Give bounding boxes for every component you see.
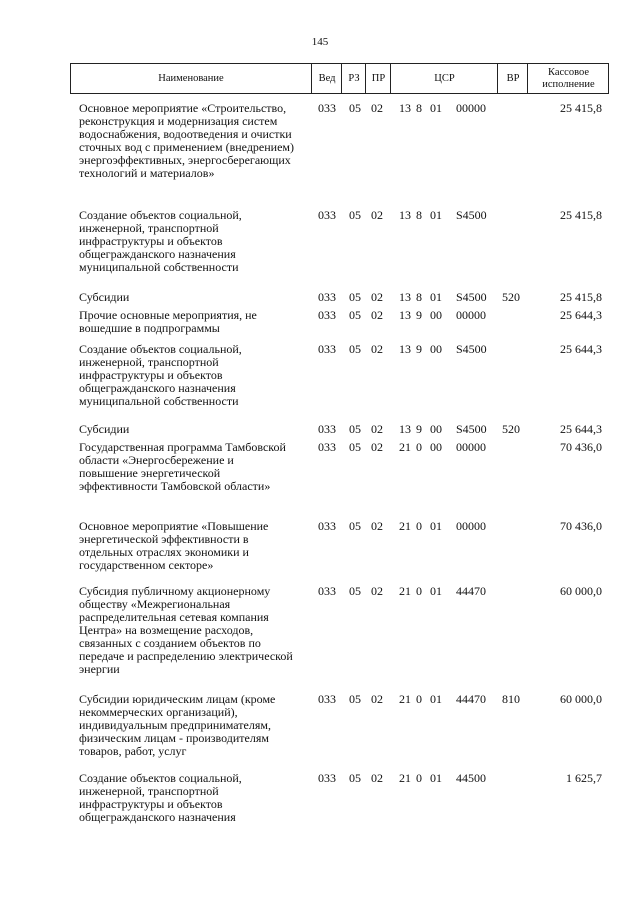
- row-csr-event: 01: [430, 771, 442, 785]
- row-name: Создание объектов социальной, инженерной, транспортной инфраструктуры и объектов общегражданского назначения муниципальной собственности: [79, 342, 242, 408]
- row-csr-event: 01: [430, 290, 442, 304]
- row-csr-subprogram: 0: [416, 692, 422, 706]
- row-csr-subprogram: 8: [416, 290, 422, 304]
- row-csr-program: 21: [399, 692, 411, 706]
- header-pr: ПР: [365, 64, 391, 93]
- header-amount: Кассовое исполнение: [527, 64, 609, 93]
- row-csr-direction: S4500: [456, 422, 487, 436]
- row-rz: 05: [349, 771, 361, 785]
- row-csr-subprogram: 0: [416, 519, 422, 533]
- row-name: Государственная программа Тамбовской области «Энергосбережение и повышение энергетической эффективности Тамбовской области»: [79, 440, 286, 493]
- row-csr-direction: 44500: [456, 771, 486, 785]
- row-csr-direction: 00000: [456, 519, 486, 533]
- row-amount: 25 415,8: [560, 208, 602, 222]
- header-rz: РЗ: [341, 64, 366, 93]
- row-rz: 05: [349, 519, 361, 533]
- row-csr-program: 13: [399, 290, 411, 304]
- row-name: Субсидии: [79, 422, 130, 436]
- row-csr-direction: 00000: [456, 101, 486, 115]
- row-pr: 02: [371, 519, 383, 533]
- row-pr: 02: [371, 290, 383, 304]
- page-number: 145: [311, 36, 329, 48]
- row-csr-event: 01: [430, 519, 442, 533]
- row-csr-event: 01: [430, 692, 442, 706]
- row-rz: 05: [349, 101, 361, 115]
- row-csr-direction: S4500: [456, 342, 487, 356]
- row-rz: 05: [349, 692, 361, 706]
- row-pr: 02: [371, 208, 383, 222]
- row-pr: 02: [371, 584, 383, 598]
- row-amount: 25 644,3: [560, 308, 602, 322]
- row-rz: 05: [349, 208, 361, 222]
- row-csr-event: 01: [430, 208, 442, 222]
- row-vr: 810: [502, 692, 520, 706]
- row-name: Прочие основные мероприятия, не вошедшие в подпрограммы: [79, 308, 257, 335]
- row-ved: 033: [318, 101, 336, 115]
- row-csr-direction: 44470: [456, 692, 486, 706]
- row-ved: 033: [318, 208, 336, 222]
- row-name: Создание объектов социальной, инженерной, транспортной инфраструктуры и объектов общегражданского назначения муниципальной собственности: [79, 208, 242, 274]
- row-csr-direction: 00000: [456, 308, 486, 322]
- row-amount: 70 436,0: [560, 440, 602, 454]
- header-name: Наименование: [158, 72, 224, 84]
- row-amount: 25 415,8: [560, 290, 602, 304]
- row-csr-subprogram: 0: [416, 584, 422, 598]
- row-csr-event: 00: [430, 422, 442, 436]
- row-ved: 033: [318, 342, 336, 356]
- row-vr: 520: [502, 290, 520, 304]
- row-csr-subprogram: 9: [416, 308, 422, 322]
- row-csr-direction: 00000: [456, 440, 486, 454]
- row-csr-program: 13: [399, 308, 411, 322]
- row-rz: 05: [349, 290, 361, 304]
- row-amount: 25 644,3: [560, 422, 602, 436]
- row-csr-subprogram: 0: [416, 771, 422, 785]
- row-csr-program: 21: [399, 771, 411, 785]
- row-ved: 033: [318, 584, 336, 598]
- row-ved: 033: [318, 290, 336, 304]
- row-csr-subprogram: 8: [416, 101, 422, 115]
- row-csr-subprogram: 8: [416, 208, 422, 222]
- row-csr-event: 01: [430, 584, 442, 598]
- row-csr-event: 00: [430, 308, 442, 322]
- row-rz: 05: [349, 584, 361, 598]
- row-csr-program: 21: [399, 584, 411, 598]
- row-csr-subprogram: 9: [416, 342, 422, 356]
- row-amount: 25 644,3: [560, 342, 602, 356]
- row-csr-program: 13: [399, 342, 411, 356]
- row-csr-event: 00: [430, 342, 442, 356]
- row-name: Основное мероприятие «Повышение энергетической эффективности в отдельных отраслях экономики и государственном секторе»: [79, 519, 269, 572]
- row-pr: 02: [371, 771, 383, 785]
- row-csr-program: 13: [399, 208, 411, 222]
- row-name: Субсидии: [79, 290, 130, 304]
- row-vr: 520: [502, 422, 520, 436]
- header-csr: ЦСР: [390, 64, 498, 93]
- row-csr-subprogram: 0: [416, 440, 422, 454]
- row-amount: 60 000,0: [560, 584, 602, 598]
- row-amount: 1 625,7: [566, 771, 602, 785]
- row-pr: 02: [371, 342, 383, 356]
- row-name: Субсидия публичному акционерному обществу «Межрегиональная распределительная сетевая компания Центра» на возмещение расходов, связанных с созданием объектов по передаче и распределению электрической энергии: [79, 584, 293, 676]
- row-pr: 02: [371, 308, 383, 322]
- row-name: Основное мероприятие «Строительство, реконструкция и модернизация систем водоснабжения, водоотведения и очистки сточных вод с применением (внедрением) энергоэффективных, энергосберегающих технологий и материалов»: [79, 101, 295, 180]
- row-rz: 05: [349, 440, 361, 454]
- row-rz: 05: [349, 342, 361, 356]
- row-csr-program: 13: [399, 101, 411, 115]
- row-csr-program: 21: [399, 519, 411, 533]
- row-csr-subprogram: 9: [416, 422, 422, 436]
- row-rz: 05: [349, 422, 361, 436]
- row-csr-direction: S4500: [456, 208, 487, 222]
- row-csr-direction: 44470: [456, 584, 486, 598]
- row-amount: 25 415,8: [560, 101, 602, 115]
- row-ved: 033: [318, 519, 336, 533]
- row-name: Создание объектов социальной, инженерной, транспортной инфраструктуры и объектов общегражданского назначения: [79, 771, 242, 824]
- row-csr-program: 13: [399, 422, 411, 436]
- table-header: [70, 63, 609, 94]
- row-csr-direction: S4500: [456, 290, 487, 304]
- row-ved: 033: [318, 422, 336, 436]
- header-ved: Вед: [311, 64, 342, 93]
- row-amount: 70 436,0: [560, 519, 602, 533]
- row-name: Субсидии юридическим лицам (кроме некоммерческих организаций), индивидуальным предпринимателям, физическим лицам - производителям товаров, работ, услуг: [79, 692, 276, 758]
- row-pr: 02: [371, 692, 383, 706]
- row-pr: 02: [371, 422, 383, 436]
- row-pr: 02: [371, 440, 383, 454]
- row-amount: 60 000,0: [560, 692, 602, 706]
- row-ved: 033: [318, 771, 336, 785]
- header-vr: ВР: [497, 64, 528, 93]
- row-ved: 033: [318, 440, 336, 454]
- row-ved: 033: [318, 308, 336, 322]
- row-csr-event: 01: [430, 101, 442, 115]
- row-rz: 05: [349, 308, 361, 322]
- row-csr-event: 00: [430, 440, 442, 454]
- row-csr-program: 21: [399, 440, 411, 454]
- row-ved: 033: [318, 692, 336, 706]
- row-pr: 02: [371, 101, 383, 115]
